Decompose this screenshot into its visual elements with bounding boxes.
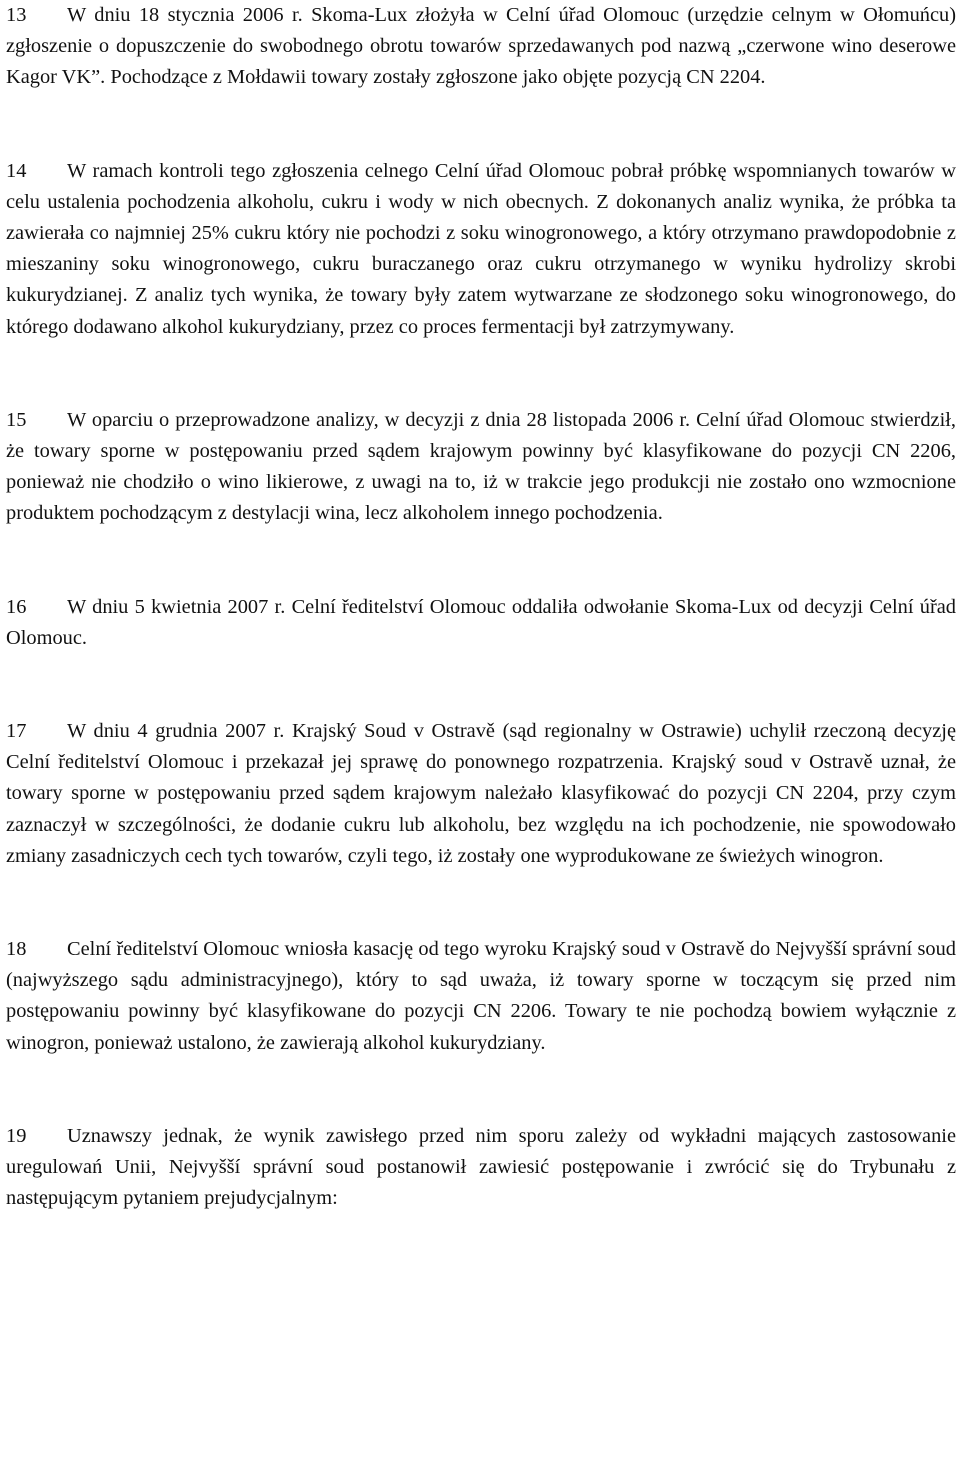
paragraph-13: [6, 0, 956, 94]
paragraph-text: W dniu 5 kwietnia 2007 r. Celní ředitelství Olomouc oddaliła odwołanie Skoma‑Lux od decyzji Celní úřad Olomouc.: [6, 595, 956, 649]
paragraph-spacer: [6, 94, 956, 156]
paragraph-number: 18: [6, 938, 27, 961]
paragraph-text: W ramach kontroli tego zgłoszenia celnego Celní úřad Olomouc pobrał próbkę wspomnianych towarów w celu ustalenia pochodzenia alkoholu, cukru i wody w nich obecnych. Z dokonanych analiz wynika, że próbka ta zawierała co najmniej 25% cukru który nie pochodzi z soku winogronowego, a który otrzymano prawdopodobnie z mieszaniny soku winogronowego, cukru buraczanego oraz cukru otrzymanego w wyniku hydrolizy skrobi kukurydzianej. Z analiz tych wynika, że towary były zatem wytwarzane ze słodzonego soku winogronowego, do którego dodawano alkohol kukurydziany, przez co proces fermentacji był zatrzymywany.: [6, 159, 956, 338]
paragraph-text: Celní ředitelství Olomouc wniosła kasację od tego wyroku Krajský soud v Ostravě do Nejvyšší správní soud (najwyższego sądu administracyjnego), który to sąd uważa, iż towary sporne w toczącym się przed nim postępowaniu powinny być klasyfikowane do pozycji CN 2206. Towary te nie pochodzą bowiem wyłącznie z winogron, ponieważ ustalono, że zawierają alkohol kukurydziany.: [6, 938, 956, 1054]
paragraph-spacer: [6, 530, 956, 592]
paragraph-18: [6, 934, 956, 1059]
paragraph-spacer: [6, 1059, 956, 1121]
paragraph-text: W dniu 18 stycznia 2006 r. Skoma-Lux złożyła w Celní úřad Olomouc (urzędzie celnym w Ołomuńcu) zgłoszenie o dopuszczenie do swobodnego obrotu towarów sprzedawanych pod nazwą „czerwone wino deserowe Kagor VK”. Pochodzące z Mołdawii towary zostały zgłoszone jako objęte pozycją CN 2204.: [6, 4, 956, 89]
paragraph-spacer: [6, 654, 956, 716]
paragraph-spacer: [6, 872, 956, 934]
paragraph-number: 13: [6, 4, 27, 26]
paragraph-text: W dniu 4 grudnia 2007 r. Krajský Soud v Ostravě (sąd regionalny w Ostrawie) uchylił rzeczoną decyzję Celní ředitelství Olomouc i przekazał jej sprawę do ponownego rozpatrzenia. Krajský soud v Ostravě uznał, że towary sporne w postępowaniu przed sądem krajowym należało klasyfikować do pozycji CN 2204, przy czym zaznaczył w szczególności, że dodanie cukru lub alkoholu, bez względu na ich pochodzenie, nie spowodowało zmiany zasadniczych cech tych towarów, czyli tego, iż zostały one wyprodukowane ze świeżych winogron.: [6, 720, 956, 867]
paragraph-19: [6, 1121, 956, 1215]
paragraph-17: [6, 716, 956, 872]
paragraph-15: [6, 405, 956, 530]
paragraph-spacer: [6, 343, 956, 405]
paragraph-number: 16: [6, 595, 27, 618]
paragraph-number: 15: [6, 408, 27, 431]
paragraph-number: 19: [6, 1124, 27, 1147]
paragraph-number: 14: [6, 159, 27, 182]
paragraph-text: Uznawszy jednak, że wynik zawisłego przed nim sporu zależy od wykładni mających zastosowanie uregulowań Unii, Nejvyšší správní soud postanowił zawiesić postępowanie i zwrócić się do Trybunału z następującym pytaniem prejudycjalnym:: [6, 1124, 956, 1210]
paragraph-text: W oparciu o przeprowadzone analizy, w decyzji z dnia 28 listopada 2006 r. Celní úřad Olomouc stwierdził, że towary sporne w postępowaniu przed sądem krajowym powinny być klasyfikowane do pozycji CN 2206, ponieważ nie chodziło o wino likierowe, z uwagi na to, iż w trakcie jego produkcji nie zostało ono wzmocnione produktem pochodzącym z destylacji wina, lecz alkoholem innego pochodzenia.: [6, 408, 956, 525]
paragraph-number: 17: [6, 720, 27, 743]
paragraph-14: [6, 156, 956, 343]
document-page: [6, 0, 956, 1214]
paragraph-16: [6, 592, 956, 654]
